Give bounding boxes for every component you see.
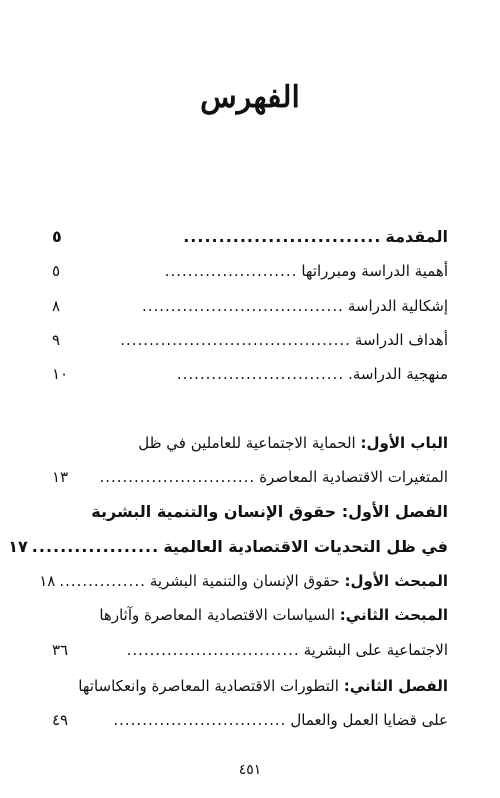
toc-leader-dots: ........................................ [120, 331, 351, 349]
toc-leader-dots: ........................... [99, 468, 256, 486]
toc-entry [52, 705, 448, 735]
toc-entry-title: المقدمة [385, 227, 448, 246]
toc-leader-dots: .............................. [126, 641, 300, 659]
toc-entry [8, 532, 448, 562]
toc-leader-dots: ....................... [164, 262, 298, 280]
toc-entry [52, 359, 448, 389]
toc-entry-title: منهجية الدراسة. [348, 365, 448, 383]
toc-leader-dots: ............................. [176, 365, 345, 383]
toc-entry-title: الاجتماعية على البشرية [303, 641, 448, 659]
toc-page-number: ٨ [52, 297, 61, 315]
toc-page-number: ٣٦ [52, 641, 69, 659]
toc-entry-title: على قضايا العمل والعمال [290, 711, 448, 729]
toc-entry [52, 462, 448, 492]
toc-page-number: ٥ [52, 262, 61, 280]
toc-subsection-prefix: المبحث الأول: [344, 572, 448, 590]
toc-leader-dots: ................................... [141, 297, 344, 315]
toc-entry-title: أهداف الدراسة [354, 331, 448, 349]
toc-entry-title: في ظل التحديات الاقتصادية العالمية [163, 537, 448, 556]
page-title: الفهرس [200, 80, 300, 115]
toc-entry [52, 291, 448, 321]
toc-entry [39, 566, 448, 596]
toc-entry-title: أهمية الدراسة ومبرراتها [301, 262, 448, 280]
toc-page-number: ٩ [52, 331, 61, 349]
toc-section-heading [52, 497, 448, 527]
toc-page-number: ١٠ [52, 365, 69, 383]
toc-page-number: ١٨ [39, 572, 56, 590]
toc-page-number: ١٣ [52, 468, 69, 486]
toc-leader-dots: ............................ [183, 227, 382, 246]
toc-section-title: التطورات الاقتصادية المعاصرة وانعكاساتها [78, 677, 339, 695]
toc-entry-title: المتغيرات الاقتصادية المعاصرة [259, 468, 448, 486]
toc-entry [52, 256, 448, 286]
toc-leader-dots: ............... [59, 572, 146, 590]
toc-section-title: الفصل الأول: حقوق الإنسان والتنمية البشرية [91, 502, 448, 521]
toc-page-number: ٥ [52, 227, 62, 246]
toc-subsection-heading [52, 600, 448, 630]
toc-section-heading [52, 671, 448, 701]
toc-entry [52, 635, 448, 665]
toc-entry-title: حقوق الإنسان والتنمية البشرية [149, 572, 340, 590]
toc-chapter-heading [52, 428, 448, 458]
page-number: ٤٥١ [238, 762, 262, 778]
toc-page-number: ١٧ [8, 537, 28, 556]
toc-page-number: ٤٩ [52, 711, 69, 729]
toc-entry-introduction [52, 222, 448, 252]
toc-entry-title: السياسات الاقتصادية المعاصرة وآثارها [99, 606, 336, 624]
toc-leader-dots: .............................. [113, 711, 287, 729]
toc-leader-dots: .................. [31, 537, 160, 556]
toc-section-prefix: الفصل الثاني: [343, 677, 448, 695]
toc-entry [52, 325, 448, 355]
toc-chapter-title: الحماية الاجتماعية للعاملين في ظل [138, 434, 356, 452]
toc-chapter-prefix: الباب الأول: [360, 434, 448, 452]
toc-entry-title: إشكالية الدراسة [347, 297, 448, 315]
toc-subsection-prefix: المبحث الثاني: [339, 606, 448, 624]
